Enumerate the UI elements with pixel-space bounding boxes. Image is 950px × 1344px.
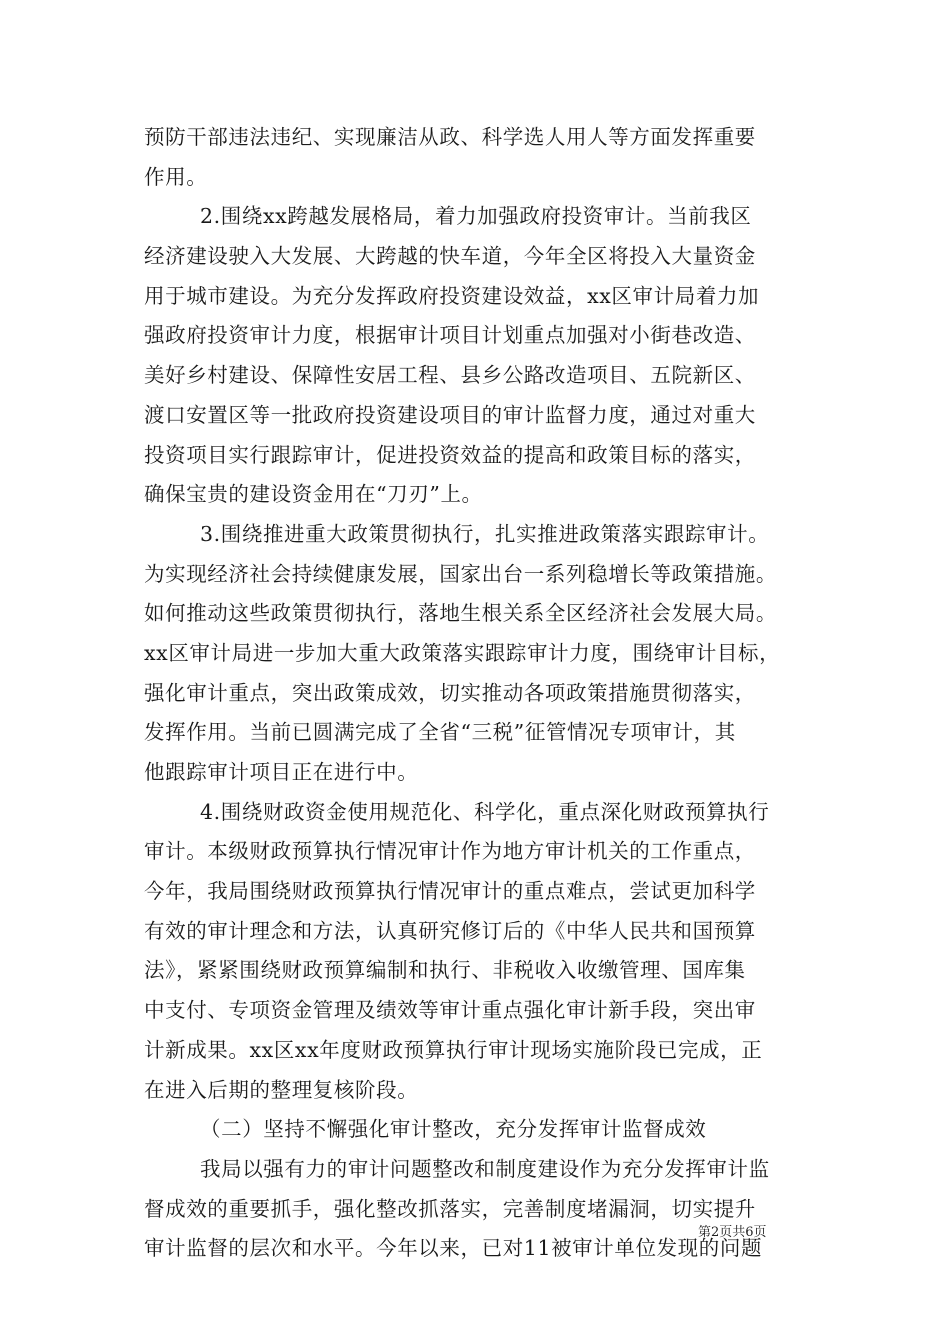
text-line-content: 作用。	[144, 164, 208, 189]
text-line	[144, 1150, 808, 1190]
text-line	[144, 713, 808, 753]
text-line	[144, 436, 808, 476]
text-line-content: 审计。本级财政预算执行情况审计作为地方审计机关的工作重点，	[144, 839, 756, 864]
text-line	[144, 1031, 808, 1071]
text-line-content: 经济建设驶入大发展、大跨越的快车道，今年全区将投入大量资金	[144, 244, 756, 269]
text-line-content: 2.围绕xx跨越发展格局，着力加强政府投资审计。当前我区	[200, 204, 752, 229]
text-line-content: 用于城市建设。为充分发挥政府投资建设效益，xx区审计局着力加	[144, 283, 760, 308]
page-number: 第2页共6页	[698, 1225, 767, 1240]
text-line-content: 美好乡村建设、保障性安居工程、县乡公路改造项目、五院新区、	[144, 363, 756, 388]
text-line	[144, 991, 808, 1031]
text-line-content: 渡口安置区等一批政府投资建设项目的审计监督力度，通过对重大	[144, 402, 756, 427]
text-line-content: 确保宝贵的建设资金用在“刀刃”上。	[144, 482, 483, 507]
text-line	[144, 872, 808, 912]
text-line	[144, 793, 808, 833]
text-line-content: 如何推动这些政策贯彻执行，落地生根关系全区经济社会发展大局。	[144, 601, 777, 626]
text-line	[144, 475, 808, 515]
text-line-content: 他跟踪审计项目正在进行中。	[144, 760, 419, 784]
text-line-content: 我局以强有力的审计问题整改和制度建设作为充分发挥审计监	[200, 1156, 770, 1181]
text-line	[144, 118, 808, 158]
text-line	[144, 1071, 808, 1111]
text-line-content: （二）坚持不懈强化审计整改，充分发挥审计监督成效	[200, 1117, 707, 1142]
text-line-content: 督成效的重要抓手，强化整改抓落实，完善制度堵漏洞，切实提升	[144, 1196, 756, 1221]
text-line	[144, 515, 808, 555]
text-line-content: 中支付、专项资金管理及绩效等审计重点强化审计新手段，突出审	[144, 998, 756, 1023]
text-line	[144, 634, 808, 674]
text-line-content: 为实现经济社会持续健康发展，国家出台一系列稳增长等政策措施。	[144, 561, 777, 586]
text-line	[144, 316, 808, 356]
text-line-content: 在进入后期的整理复核阶段。	[144, 1077, 419, 1102]
text-line-content: 强政府投资审计力度，根据审计项目计划重点加强对小街巷改造、	[144, 323, 756, 348]
text-line-content: 预防干部违法违纪、实现廉洁从政、科学选人用人等方面发挥重要	[144, 125, 756, 149]
text-line	[144, 832, 808, 872]
text-line-content: 投资项目实行跟踪审计，促进投资效益的提高和政策目标的落实，	[144, 442, 756, 467]
text-line-content: 今年，我局围绕财政预算执行情况审计的重点难点，尝试更加科学	[144, 879, 756, 904]
text-line-content: 强化审计重点，突出政策成效，切实推动各项政策措施贯彻落实，	[144, 680, 756, 705]
text-line-content: 发挥作用。当前已圆满完成了全省“三税”征管情况专项审计，其	[144, 720, 736, 745]
text-line	[144, 1110, 808, 1150]
text-line	[144, 912, 808, 952]
text-line-content: xx区审计局进一步加大重大政策落实跟踪审计力度，围绕审计目标，	[144, 640, 781, 665]
text-line	[144, 396, 808, 436]
document-body	[144, 118, 808, 1269]
text-line	[144, 158, 808, 198]
text-line-content: 审计监督的层次和水平。今年以来，已对11被审计单位发现的问题	[144, 1236, 763, 1261]
text-line	[144, 594, 808, 634]
text-line-content: 4.围绕财政资金使用规范化、科学化，重点深化财政预算执行	[200, 799, 770, 824]
text-line-content: 法》，紧紧围绕财政预算编制和执行、非税收入收缴管理、国库集	[144, 958, 746, 983]
text-line	[144, 555, 808, 595]
text-line	[144, 277, 808, 317]
text-line	[144, 356, 808, 396]
text-line	[144, 753, 808, 793]
page-footer	[698, 1221, 767, 1240]
text-line	[144, 197, 808, 237]
text-line-content: 计新成果。xx区xx年度财政预算执行审计现场实施阶段已完成，正	[144, 1037, 763, 1062]
text-line	[144, 237, 808, 277]
text-line-content: 3.围绕推进重大政策贯彻执行，扎实推进政策落实跟踪审计。	[200, 521, 770, 546]
text-line	[144, 951, 808, 991]
text-line	[144, 674, 808, 714]
text-line-content: 有效的审计理念和方法，认真研究修订后的《中华人民共和国预算	[144, 918, 756, 943]
